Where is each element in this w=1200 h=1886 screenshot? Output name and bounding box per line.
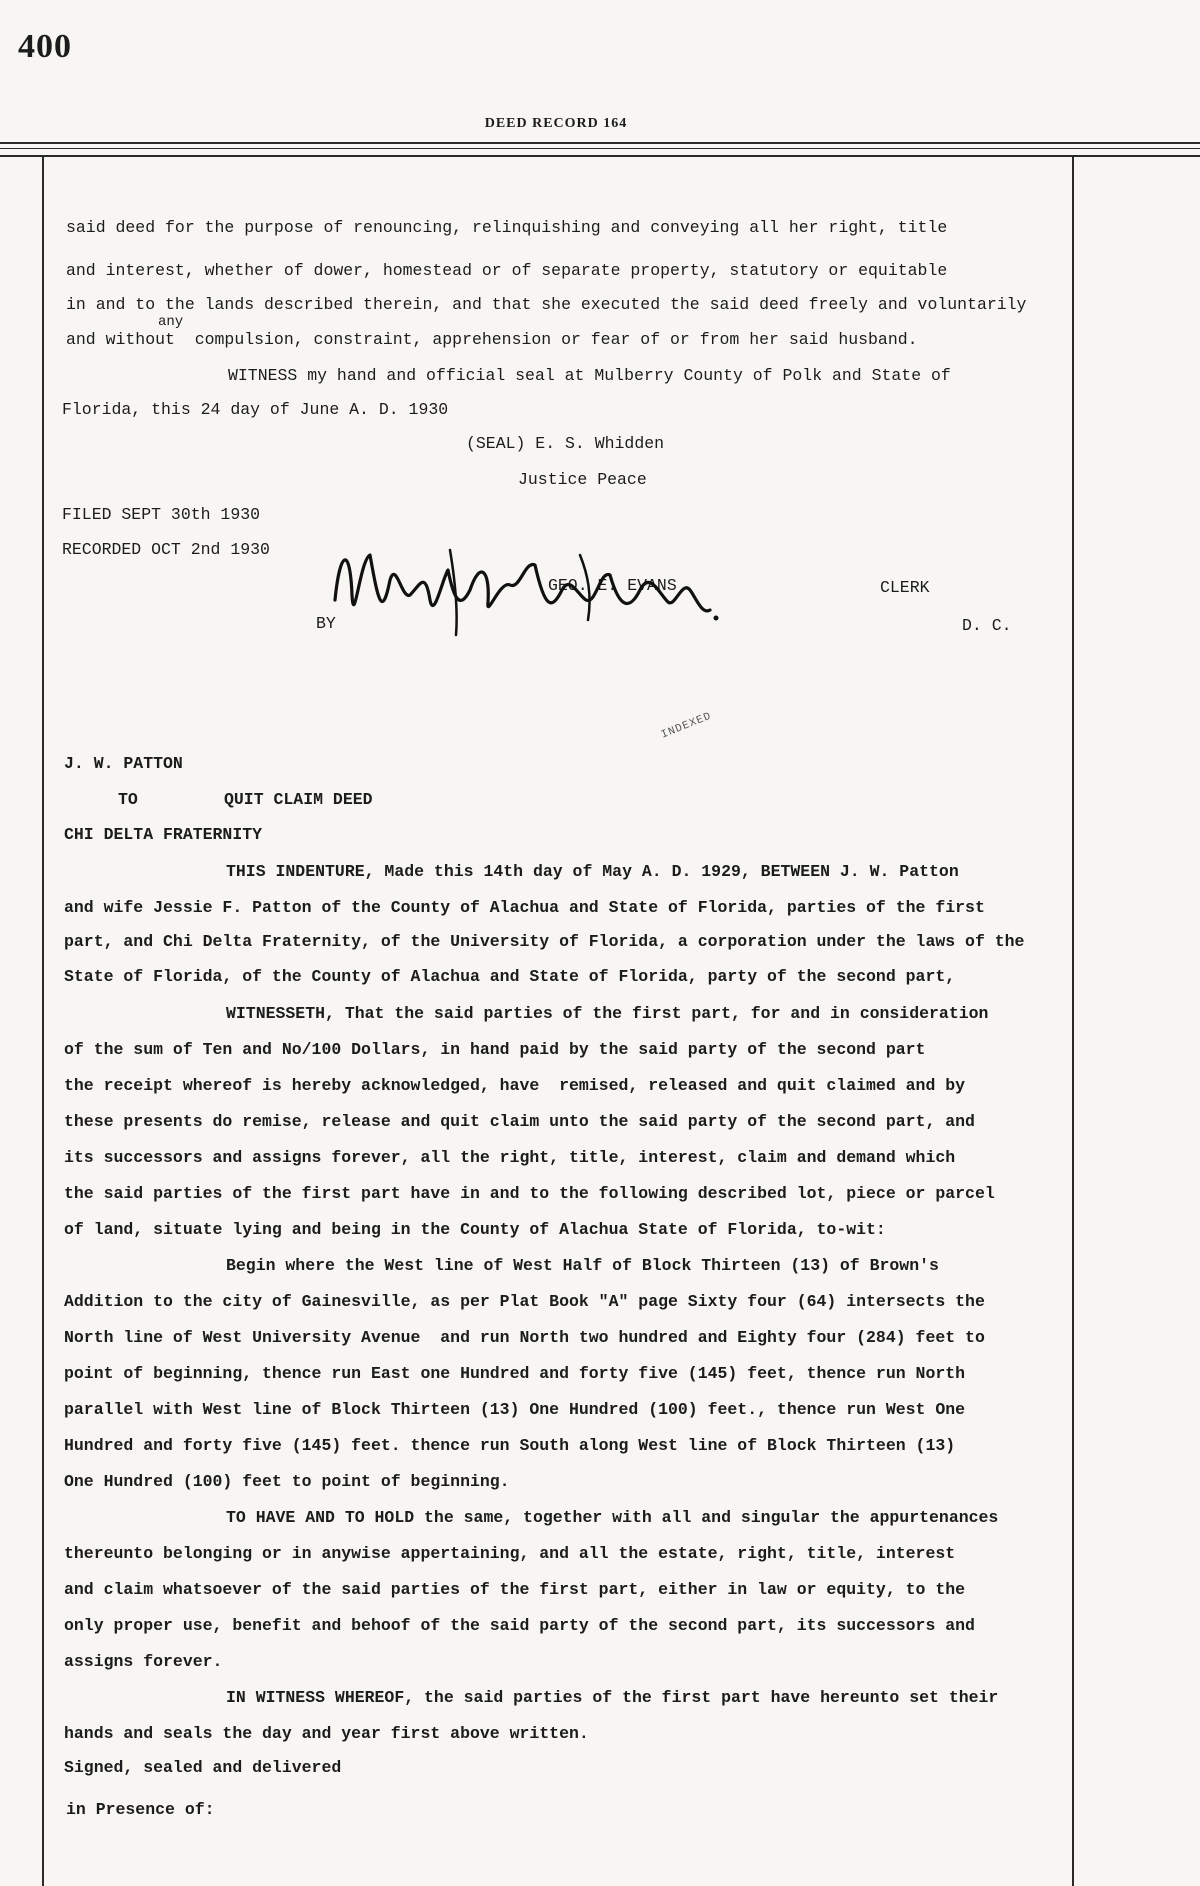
record-title: DEED RECORD 164 — [484, 116, 628, 131]
seal-signature: (SEAL) E. S. Whidden — [466, 434, 665, 453]
header-rule-bottom — [0, 155, 1200, 157]
by-label: BY — [316, 614, 336, 633]
header-rule-middle — [0, 148, 1200, 149]
grantee-name: CHI DELTA FRATERNITY — [64, 825, 263, 844]
dc-label: D. C. — [962, 616, 1012, 635]
deed-line: of the sum of Ten and No/100 Dollars, in hand paid by the said party of the second part — [64, 1040, 926, 1059]
deed-line: North line of West University Avenue and run North two hundred and Eighty four (284) feet to — [64, 1328, 985, 1347]
deed-line: point of beginning, thence run East one Hundred and forty five (145) feet, thence run North — [64, 1364, 966, 1383]
deed-line: Hundred and forty five (145) feet. thence run South along West line of Block Thirteen (13) — [64, 1436, 956, 1455]
ack-line: and interest, whether of dower, homestead or of separate property, statutory or equitable — [66, 261, 948, 280]
deed-line: State of Florida, of the County of Alachua and State of Florida, party of the second part, — [64, 967, 956, 986]
recorded-date: RECORDED OCT 2nd 1930 — [62, 540, 270, 559]
deed-line: WITNESSETH, That the said parties of the first part, for and in consideration — [226, 1004, 989, 1023]
filed-date: FILED SEPT 30th 1930 — [62, 505, 261, 524]
deed-line: One Hundred (100) feet to point of beginning. — [64, 1472, 510, 1491]
ack-line: Florida, this 24 day of June A. D. 1930 — [62, 400, 449, 419]
right-margin-line — [1072, 156, 1074, 1886]
deed-line: and claim whatsoever of the said parties of the first part, either in law or equity, to the — [64, 1580, 966, 1599]
presence-label: in Presence of: — [66, 1800, 215, 1819]
deed-line: parallel with West line of Block Thirteen (13) One Hundred (100) feet., thence run West One — [64, 1400, 966, 1419]
deed-line: of land, situate lying and being in the County of Alachua State of Florida, to-wit: — [64, 1220, 886, 1239]
clerk-signature — [330, 540, 730, 650]
deed-line: the said parties of the first part have in and to the following described lot, piece or parcel — [64, 1184, 995, 1203]
seal-title: Justice Peace — [518, 470, 647, 489]
page-number: 400 — [18, 28, 72, 65]
deed-line: THIS INDENTURE, Made this 14th day of May A. D. 1929, BETWEEN J. W. Patton — [226, 862, 959, 881]
signed-label: Signed, sealed and delivered — [64, 1758, 342, 1777]
deed-line: TO HAVE AND TO HOLD the same, together with all and singular the appurtenances — [226, 1508, 999, 1527]
deed-line: thereunto belonging or in anywise appertaining, and all the estate, right, title, interest — [64, 1544, 956, 1563]
deed-line: Begin where the West line of West Half of Block Thirteen (13) of Brown's — [226, 1256, 939, 1275]
header-rule-top — [0, 142, 1200, 144]
deed-line: the receipt whereof is hereby acknowledged, have remised, released and quit claimed and by — [64, 1076, 966, 1095]
left-margin-line — [42, 156, 44, 1886]
ack-line: and without compulsion, constraint, apprehension or fear of or from her said husband. — [66, 330, 918, 349]
deed-line: only proper use, benefit and behoof of the said party of the second part, its successors and — [64, 1616, 975, 1635]
deed-line: hands and seals the day and year first above written. — [64, 1724, 589, 1743]
ack-line: in and to the lands described therein, and that she executed the said deed freely and voluntarily — [66, 295, 1027, 314]
grantor-name: J. W. PATTON — [64, 754, 183, 773]
deed-type: QUIT CLAIM DEED — [224, 790, 373, 809]
deed-line: and wife Jessie F. Patton of the County of Alachua and State of Florida, parties of the first — [64, 898, 985, 917]
ack-insertion: any — [158, 314, 184, 330]
deed-line: assigns forever. — [64, 1652, 223, 1671]
clerk-name: GEO. E. EVANS — [548, 576, 677, 595]
deed-line: part, and Chi Delta Fraternity, of the University of Florida, a corporation under the laws of the — [64, 932, 1025, 951]
clerk-label: CLERK — [880, 578, 930, 597]
deed-line: IN WITNESS WHEREOF, the said parties of the first part have hereunto set their — [226, 1688, 999, 1707]
to-label: TO — [118, 790, 138, 809]
indexed-stamp: INDEXED — [659, 710, 714, 742]
deed-line: these presents do remise, release and quit claim unto the said party of the second part, and — [64, 1112, 975, 1131]
deed-line: its successors and assigns forever, all the right, title, interest, claim and demand which — [64, 1148, 956, 1167]
deed-line: Addition to the city of Gainesville, as per Plat Book "A" page Sixty four (64) intersects the — [64, 1292, 985, 1311]
ack-line: said deed for the purpose of renouncing, relinquishing and conveying all her right, title — [66, 218, 948, 237]
ack-line: WITNESS my hand and official seal at Mulberry County of Polk and State of — [228, 366, 951, 385]
